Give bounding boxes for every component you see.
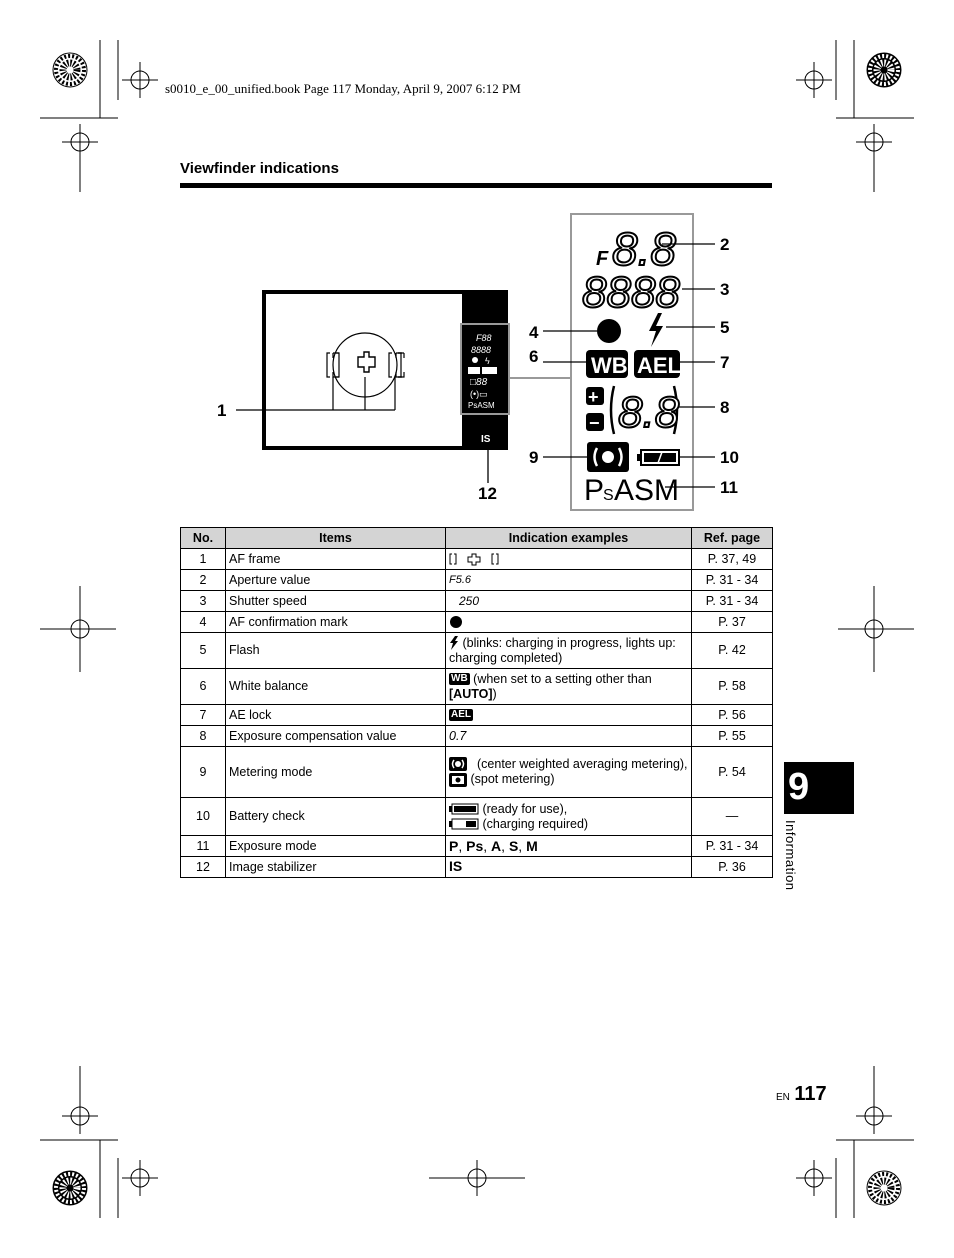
page-number: EN 117 <box>776 1083 827 1105</box>
flash-small-icon <box>449 636 459 650</box>
callout-4: 4 <box>529 323 539 342</box>
indications-table-wrap <box>180 527 773 878</box>
svg-text:PsASM: PsASM <box>468 401 495 410</box>
table-row: 5 Flash (blinks: charging in progress, lights up: charging completed) P. 42 <box>181 633 773 669</box>
panel-f: F <box>596 248 609 270</box>
panel-mode-asm: ASM <box>614 474 680 507</box>
af-confirmation-mark <box>597 319 621 343</box>
svg-text:8888: 8888 <box>471 345 492 355</box>
callout-9: 9 <box>529 448 539 467</box>
chapter-tab <box>784 762 854 814</box>
panel-minus: − <box>589 413 600 433</box>
svg-text:F88: F88 <box>476 333 492 343</box>
panel-wb: WB <box>591 353 628 378</box>
chapter-number: 9 <box>788 766 810 808</box>
ael-icon: AEL <box>451 709 471 721</box>
table-row: 3 Shutter speed 250 P. 31 - 34 <box>181 591 773 612</box>
flash-icon <box>649 313 663 347</box>
exp-comp-example: 0.7 <box>449 728 467 743</box>
callout-3: 3 <box>720 280 730 299</box>
table-row: 6 White balance WB (when set to a setting other than [AUTO]) P. 58 <box>181 669 773 705</box>
table-row: 9 Metering mode (center weighted averaging metering), (spot metering) P. 54 <box>181 747 773 798</box>
viewfinder-diagram <box>200 205 760 515</box>
callout-12: 12 <box>478 484 497 503</box>
shutter-example: 250 <box>459 593 480 608</box>
svg-text:□88: □88 <box>470 377 488 388</box>
book-header-line: s0010_e_00_unified.book Page 117 Monday, April 9, 2007 6:12 PM <box>165 81 521 96</box>
panel-plus: + <box>588 387 599 407</box>
header-indication: Indication examples <box>446 528 692 549</box>
callout-1: 1 <box>217 401 227 420</box>
indications-table <box>180 527 773 878</box>
table-row: 11 Exposure mode P, Ps, A, S, M P. 31 - 34 <box>181 836 773 857</box>
is-label: IS <box>481 434 491 445</box>
wb-icon: WB <box>451 673 468 685</box>
chapter-label: Information <box>783 820 798 891</box>
panel-exp-comp: 8.8 <box>618 388 680 437</box>
callout-5: 5 <box>720 318 730 337</box>
svg-text:ϟ: ϟ <box>485 356 490 366</box>
metering-icon <box>587 442 629 472</box>
table-row: 1 AF frame P. 37, 49 <box>181 549 773 570</box>
af-frame-small-icon <box>449 552 501 566</box>
callout-6: 6 <box>529 347 539 366</box>
table-row: 10 Battery check (ready for use), (charging required) — <box>181 798 773 836</box>
header-ref: Ref. page <box>692 528 773 549</box>
panel-aperture: 8.8 <box>612 223 676 275</box>
callout-8: 8 <box>720 398 730 417</box>
center-weighted-icon <box>449 757 467 771</box>
callout-10: 10 <box>720 448 739 467</box>
af-confirm-dot-icon <box>449 615 463 629</box>
battery-full-icon <box>449 803 479 815</box>
header-no: No. <box>181 528 226 549</box>
table-row: 2 Aperture value F5.6 P. 31 - 34 <box>181 570 773 591</box>
panel-mode-s: S <box>603 487 614 504</box>
callout-11: 11 <box>720 478 738 497</box>
battery-icon <box>637 450 679 465</box>
table-header-row <box>181 528 773 549</box>
battery-low-icon <box>449 818 479 830</box>
panel-mode-p: P <box>584 474 605 507</box>
table-row: 8 Exposure compensation value 0.7 P. 55 <box>181 726 773 747</box>
panel-shutter: 8888 <box>582 268 680 317</box>
callout-2: 2 <box>720 235 730 254</box>
callout-7: 7 <box>720 353 730 372</box>
section-rule <box>180 183 772 188</box>
panel-ael: AEL <box>637 353 681 378</box>
table-row: 12 Image stabilizer IS P. 36 <box>181 857 773 878</box>
spot-metering-icon <box>449 773 467 787</box>
table-row: 7 AE lock AEL P. 56 <box>181 705 773 726</box>
section-title: Viewfinder indications <box>180 160 339 177</box>
header-items: Items <box>226 528 446 549</box>
svg-text:(•)▭: (•)▭ <box>470 389 488 399</box>
aperture-example: F5.6 <box>449 574 472 586</box>
table-row: 4 AF confirmation mark P. 37 <box>181 612 773 633</box>
